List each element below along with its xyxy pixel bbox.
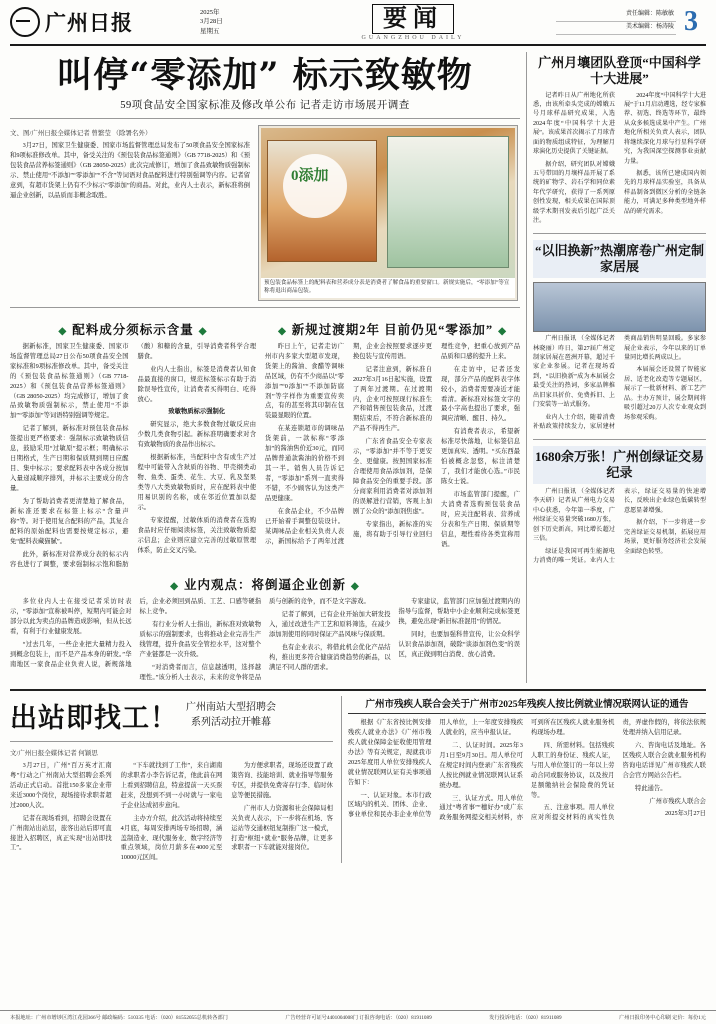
s3-c2-p0: 记者了解到，已有企业开始加大研发投入，通过改进生产工艺和原料筛选，在减少添加剂使用的同时保证产品风味与保质期。 xyxy=(269,611,391,639)
bottom-right-notice xyxy=(341,696,706,863)
r0-p0: 记者昨日从广州地化所获悉，由该所牵头完成的嫦娥五号月球样品研究成果，入选2024年度“中国科学十大进展”。该成果首次揭示了月球背面的物质组成特征，为理解月球演化历史提供了关键证据。 xyxy=(533,92,615,156)
s2-c2-p2: 市场监管部门提醒，广大消费者选购预包装食品时，应关注配料表、营养成分表和生产日期、保质期等信息，理性看待各类宣称用语。 xyxy=(441,490,520,548)
br-c3-p2: 广州市残疾人联合会 xyxy=(649,797,706,805)
r1-p2: 本届展会还设置了智能家居、适老化改造等专题展区，展示了一批新材料、新工艺产品。主办方预计，展会期间将吸引超过20万人次专业观众到场参观采购。 xyxy=(624,367,706,421)
lead-photo-caption: 预包装食品标签上的配料表和营养成分表是消费者了解食品的重要窗口。新规实施后，“零添加”等宣称将退出商品包装。 xyxy=(261,278,515,298)
s2-c0-p0: 昨日上午，记者走访广州市内多家大型超市发现，货架上的酱油、食醋等调味品区域，仍有不少商品以“零添加”“0添加”“不添加防腐剂”等字样作为重要宣传卖点，有的甚至将其印制在包装最显眼的位置。 xyxy=(265,342,344,420)
page-number: 3 xyxy=(684,6,698,37)
bottom-left-story xyxy=(10,696,333,863)
r2-p0: 广州日报讯 （全媒体记者 李天研）记者从广州电力交易中心获悉，今年第一季度，广州绿证交易量突破1680万张，创下历史新高，同比增长超过三倍。 xyxy=(533,489,615,543)
s2-c2-p0: 在走访中，记者还发现，部分产品的配料表字体较小，消费者需要凑近才能看清。新标准对标签文字的最小字高也提出了要求，强调应清晰、醒目、持久。 xyxy=(441,365,520,423)
section1-title: ◆ 配料成分须标示含量 ◆ xyxy=(58,322,208,337)
page-footer xyxy=(0,1010,716,1024)
br-c2-p0: 四、所需材料。包括残疾人职工的身份证、残疾人证，与用人单位签订的一年以上劳动合同或服务协议，以及按月足额缴纳社会保险费的凭证等。 xyxy=(530,741,615,799)
br-c1-p0: 二、认证时间。2025年3月1日至9月30日。用人单位可在规定时间内登录广东省残疾人按比例就业情况联网认证系统办理。 xyxy=(439,741,523,789)
section-title-block xyxy=(270,4,556,41)
s1b-p0: 研究显示，绝大多数食物过敏反应由少数几类食物引起。新标准明确要求对含有致敏物质的食品作出标示。 xyxy=(137,421,256,449)
section3-title: ◆ 业内观点：将倒逼企业创新 ◆ xyxy=(170,578,360,593)
publication-date xyxy=(200,8,270,36)
lead-byline: 文、图/广州日报全媒体记者 曾繁莹 （除署名外） xyxy=(10,130,152,138)
s1b-title: 致敏物质标示强制化 xyxy=(168,408,226,416)
s3-c0-p1: “过去几年，一些企业把大量精力投入到概念包装上，而不是产品本身的研发。”华南地区一家食品企业负责人说，新规落地后，企业必须回到品质、工艺、口感等硬指标上竞争。 xyxy=(10,598,261,669)
s1-p4: 业内人士指出，标签是消费者认知食品最直接的窗口，规范标签标示有助于消除误导性宣传，让消费者买得明白、吃得放心。 xyxy=(137,365,256,403)
right-story-1-photo xyxy=(533,282,706,332)
date-line-1: 2025年 xyxy=(200,8,220,16)
bottom-subhead xyxy=(186,700,276,730)
masthead xyxy=(10,0,706,46)
s3-c3-p1: 同时，也要加强科普宣传，让公众科学认识食品添加剂，破除“谈添加剂色变”的误区，真正做到明白消费、放心消费。 xyxy=(398,631,520,659)
bl-c2-p1: 广州市人力资源和社会保障局相关负责人表示，下一步将在机场、客运站等交通枢纽复制推广这一模式，打造“枢纽+就业”服务品牌，让更多求职者一下车就能对接岗位。 xyxy=(231,804,333,852)
r1-p0: 广州日报讯 （全媒体记者 林晓丽）昨日，第27届广州定制家居展在琶洲开幕，超过千家企业参展。记者在现场看到，“以旧换新”成为本届展会最受关注的热词，多家品牌推出旧家具折价、免费拆旧、上门安装等一站式服务。 xyxy=(533,336,615,409)
bottom-subhead-line-1: 广州南站大型招聘会 xyxy=(186,702,276,714)
br-c3-p1: 特此通告。 xyxy=(635,784,667,792)
right-story-0-title: 广州月壤团队登顶“中国科学十大进展” xyxy=(538,55,701,87)
s1-p1: 记者了解到，新标准对预包装食品标签提出更严格要求：强制标示致敏物质信息，鼓励采用“过敏原”提示框；明确标示日期格式，生产日期和保质期到期日应醒目、集中标示；要求配料表中各成分按加入量递减顺序排列，并标示主要成分的含量。 xyxy=(10,425,129,492)
br-c1-p1: 三、认证方式。用人单位通过“粤省事”“穗好办”或广东政务服务网提交相关材料，亦可到所在区残疾人就业服务机构现场办理。 xyxy=(439,718,615,822)
footer-item-2: 发行投诉电话：（020）81911089 xyxy=(489,1015,562,1021)
s2-c1-p1: 广东省食品安全专家表示，“零添加”并不等于更安全、更健康。按照国家标准合理使用食品添加剂，是保障食品安全的重要手段。部分商家利用消费者对添加剂的误解进行营销，客观上加剧了公众的“添加剂焦虑”。 xyxy=(353,438,432,515)
section-title-en: GUANGZHOU DAILY xyxy=(361,34,465,41)
br-c3-p0: 六、咨询电话及地址。各区残疾人联合会就业服务机构咨询电话详见广州市残疾人联合会官方网站公告栏。 xyxy=(622,741,706,779)
s3-c1-p1: “对消费者而言，信息越透明，选择越理性。”该分析人士表示，未来的竞争将是品质与创新的竞争，而不是文字游戏。 xyxy=(139,598,370,682)
deco-diamond-icon-6: ◆ xyxy=(351,581,360,593)
right-story-1-title: “以旧换新”热潮席卷广州定制家居展 xyxy=(533,240,706,279)
right-story-1-body xyxy=(533,335,706,432)
s1-p2: 为了帮助消费者更清楚地了解食品，新标准还要求在标签上标示“含量声称”等。对于使用复合配料的产品，其复合配料的原始配料也需要按规定标示，避免“配料表藏猫腻”。 xyxy=(10,497,129,545)
bottom-headline: 出站即找工！ xyxy=(10,702,178,734)
footer-item-1: 广告经营许可证号4401004008门 订报咨询电话：（020）81911089 xyxy=(285,1015,432,1021)
right-divider-1 xyxy=(533,233,706,234)
r2-p1: 绿证是我国可再生能源电力消费的唯一凭证。业内人士表示，绿证交易量的快速增长，反映出企业绿色低碳转型意愿显著增强。 xyxy=(533,489,706,565)
lead-subhead: 59项食品安全国家标准及修改单公布 记者走访市场展开调查 xyxy=(120,100,410,112)
divider xyxy=(10,118,520,119)
r0-p2: 2024年度“中国科学十大进展”于11月启动遴选，经专家推荐、初选、终选等环节，最终从众多候选成果中产生。广州地化所相关负责人表示，团队将继续深化月球与行星科学研究，为我国深空探测事业贡献力量。 xyxy=(624,92,706,165)
section-title-cn: 要闻 xyxy=(372,4,454,34)
lead-text: 3月27日，国家卫生健康委、国家市场监督管理总局发布了50项食品安全国家标准和9项标准修改单。其中，备受关注的《预包装食品标签通则》（GB 7718-2025）和《预包装食品营养标签通则》（GB 28050-2025）此次完成修订，增加了食品致敏物质强制标示、禁止使用“不添加”“零添加”“不含”等词语对食品配料进行特别强调等内容。记者留意到，有超市货架上仍有不少标示“零添加”的商品。对此，业内人士表示，新标准将倒逼企业创新，以品质而非概念取胜。 xyxy=(10,142,250,199)
product-package-right xyxy=(387,136,509,268)
s3-c3-p0: 专家建议，监管部门应加强过渡期内的指导与监督，帮助中小企业顺利完成标签更换，避免出现“新旧标准混用”的情况。 xyxy=(398,598,520,626)
br-c0-p0: 根据《广东省按比例安排残疾人就业办法》《广州市残疾人就业保障金征收使用管理办法》等有关规定，现就我市2025年度用人单位安排残疾人就业情况联网认证有关事项通告如下： xyxy=(347,718,432,786)
lead-paragraph xyxy=(10,141,250,201)
section2-body xyxy=(265,342,520,550)
deco-diamond-icon-2: ◆ xyxy=(198,325,208,337)
s1-p3: 此外，新标准对营养成分表的标示内容也进行了调整，要求强制标示饱和脂肪（酸）和糖的含量，引导消费者科学合理膳食。 xyxy=(10,342,256,568)
lead-photo-block xyxy=(258,125,518,301)
s1b-p2: 专家提醒，过敏体质的消费者在选购食品时应仔细阅读标签，关注致敏物质提示信息；企业则应建立完善的过敏原管理体系，防止交叉污染。 xyxy=(137,516,256,554)
notice-body xyxy=(348,718,706,823)
right-story-2-body xyxy=(533,488,706,567)
deco-diamond-icon-3: ◆ xyxy=(278,325,287,337)
br-c0-p1: 一、认证对象。本市行政区域内的机关、团体、企业、事业单位和民办非企业单位等用人单位，上一年度安排残疾人就业的，应当申报认证。 xyxy=(347,718,523,819)
s2-c1-p2: 专家指出，新标准的实施，将有助于引导行业回归理性竞争，把重心放到产品品质和口感的提升上来。 xyxy=(353,342,520,538)
lead-headline: 叫停“零添加” 标示致敏物 xyxy=(57,55,473,96)
deco-diamond-icon-5: ◆ xyxy=(170,581,179,593)
editor-line-2: 美术编辑：杨涛陵 xyxy=(556,22,676,35)
s3-c2-p1: 也有企业表示，将借此机会优化产品结构，推出更多符合健康消费趋势的新品，以满足不同人群的需求。 xyxy=(269,644,391,672)
right-story-2-title: 1680余万张！广州创绿证交易纪录 xyxy=(533,446,706,485)
bl-c2-p0: 为方便求职者，现场还设置了政策咨询、技能培训、就业指导等服务专区，并提供免费寄存行李、临时休息等便民措施。 xyxy=(231,761,333,799)
section1-body xyxy=(10,342,256,570)
editor-credits xyxy=(556,9,676,34)
lower-layout xyxy=(10,689,706,863)
paper-name: 广州日报 xyxy=(45,10,133,35)
br-c3-p3: 2025年3月27日 xyxy=(665,810,706,818)
r1-p1: 业内人士介绍，随着消费补贴政策持续发力，家居建材类商品销售明显回暖。多家参展企业表示，今年以来的订单量同比增长两成以上。 xyxy=(533,336,706,431)
s2-c1-p0: 记者注意到，新标准自2027年3月16日起实施，设置了两年过渡期。在过渡期内，企业可按照现行标准生产和销售预包装食品，过渡期结束后，不符合新标准的产品不得再生产。 xyxy=(353,365,432,433)
s2-c0-p1: 在某连锁超市的调味品货架前，一款标称“零添加”的酱油售价近30元，而同品牌普通款酱油的价格不到其一半。销售人员告诉记者，“零添加”系列一直卖得不错，不少顾客认为这类产品更健康。 xyxy=(265,425,344,502)
r0-p3: 据悉，该所已建成国内领先的月球样品实验室，具备从样品制备到微区分析的全链条能力，可满足多种类型地外样品的研究需求。 xyxy=(624,171,706,215)
s1-p0: 据新标准，国家卫生健康委、国家市场监督管理总局27日公布50项食品安全国家标准和9项标准修改单。其中，备受关注的《预包装食品标签通则》（GB 7718-2025）和《预包装食品营养标签通则》（GB 28050-2025）均完成修订，增加了食品致敏物质强制标示，禁止使用“不添加”“零添加”等词语特别强调等规定。 xyxy=(10,342,129,420)
deco-diamond-icon: ◆ xyxy=(58,325,68,337)
paper-logo xyxy=(10,7,200,37)
s3-c0-p0: 多位业内人士在接受记者采访时表示，“零添加”宣称被叫停，短期内可能会对部分以此为卖点的品牌造成影响，但从长远看，有利于行业健康发展。 xyxy=(10,598,132,636)
lead-photo xyxy=(261,128,515,278)
date-line-2: 3月28日 xyxy=(200,18,223,26)
right-story-0-body xyxy=(533,92,706,227)
right-story-0 xyxy=(533,55,706,227)
section2-title: ◆ 新规过渡期2年 目前仍见“零添加” ◆ xyxy=(278,322,507,337)
footer-item-0: 本报地址：广州市增埗区湾江花园366号 邮政编码：510335 电话：（020）81552055总机转各部门 xyxy=(10,1015,228,1021)
notice-title: 广州市残疾人联合会关于广州市2025年残疾人按比例就业情况联网认证的通告 xyxy=(348,696,706,714)
bottom-byline: 文/广州日报全媒体记者 何颖思 xyxy=(10,749,98,757)
r2-p2: 据介绍，下一步将进一步完善绿证交易机制，拓展应用场景，更好服务经济社会发展全面绿色转型。 xyxy=(624,520,706,555)
logo-circle-icon xyxy=(10,7,40,37)
br-c2-p1: 五、注意事项。用人单位应对所提交材料的真实性负责，弄虚作假的，将依法依规处理并纳入信用记录。 xyxy=(530,718,706,822)
bl-c0-p0: 3月27日，广州“百万英才汇南粤”行动之广州南站大型招聘会系列活动正式启动。首批150多家企业带来近3000个岗位，现场接待求职者超过2000人次。 xyxy=(10,761,112,809)
s2-c2-p1: 有消费者表示，希望新标准尽快落地，让标签信息更加真实、透明。“买东西最怕被概念忽悠，标注清楚了，我们才能放心选。”市民陈女士说。 xyxy=(441,428,520,486)
footer-item-3: 广州日报印务中心印刷 定价：每份1元 xyxy=(619,1015,706,1021)
right-column xyxy=(526,52,706,683)
divider-2 xyxy=(10,307,520,308)
section3-body xyxy=(10,597,520,683)
bottom-subhead-line-2: 系列活动拉开帷幕 xyxy=(191,717,271,729)
editor-line-1: 责任编辑：陈敏敏 xyxy=(556,9,676,22)
r0-p1: 据介绍，研究团队对嫦娥五号带回的月壤样品开展了系统的矿物学、岩石学和同位素年代学研究，获得了一系列原创性发现，相关成果在国际顶级学术期刊发表后引起广泛关注。 xyxy=(533,161,615,225)
right-story-2 xyxy=(533,446,706,567)
bl-c0-p1: 记者在现场看到，招聘会设置在广州南站出站层，旅客出站后即可直接进入招聘区，真正实现“出站即找工”。 xyxy=(10,814,112,852)
zero-additive-label: 0添加 xyxy=(291,168,329,185)
right-story-1 xyxy=(533,240,706,433)
right-divider-2 xyxy=(533,439,706,440)
s2-c0-p2: 在食品企业，不少品牌已开始着手调整包装设计。某调味品企业相关负责人表示，新国标给予了两年过渡期，企业会按照要求逐步更换包装与宣传用语。 xyxy=(265,342,432,545)
deco-diamond-icon-4: ◆ xyxy=(498,325,507,337)
bottom-divider xyxy=(10,741,333,742)
main-column xyxy=(10,52,520,683)
bl-c1-p1: 主办方介绍，此次活动将持续至4月底，每周安排两场专场招聘，涵盖制造业、现代服务业、数字经济等重点领域，岗位月薪多在4000元至10000元区间。 xyxy=(120,814,223,862)
upper-layout xyxy=(10,52,706,683)
date-line-3: 星期五 xyxy=(200,27,220,35)
bl-c1-p0: “下车就找到了工作”，来自湖南的求职者小李告诉记者，他此前在网上看到招聘信息，特意提前一天买票赶来，没想到不到一小时就与一家电子企业达成初步意向。 xyxy=(120,761,223,809)
bottom-left-body xyxy=(10,761,333,863)
s3-c1-p0: 有行业分析人士指出，新标准对致敏物质标示的强制要求，也将推动企业完善生产线管理，提升食品安全管控水平，这对整个产业链都是一次升级。 xyxy=(139,621,261,659)
s1b-p1: 根据新标准，当配料中含有或生产过程中可能带入含麸质的谷物、甲壳纲类动物、鱼类、蛋类、花生、大豆、乳及坚果类等八大类致敏物质时，应在配料表中使用易识别的名称，或在邻近位置加以提示。 xyxy=(137,454,256,511)
